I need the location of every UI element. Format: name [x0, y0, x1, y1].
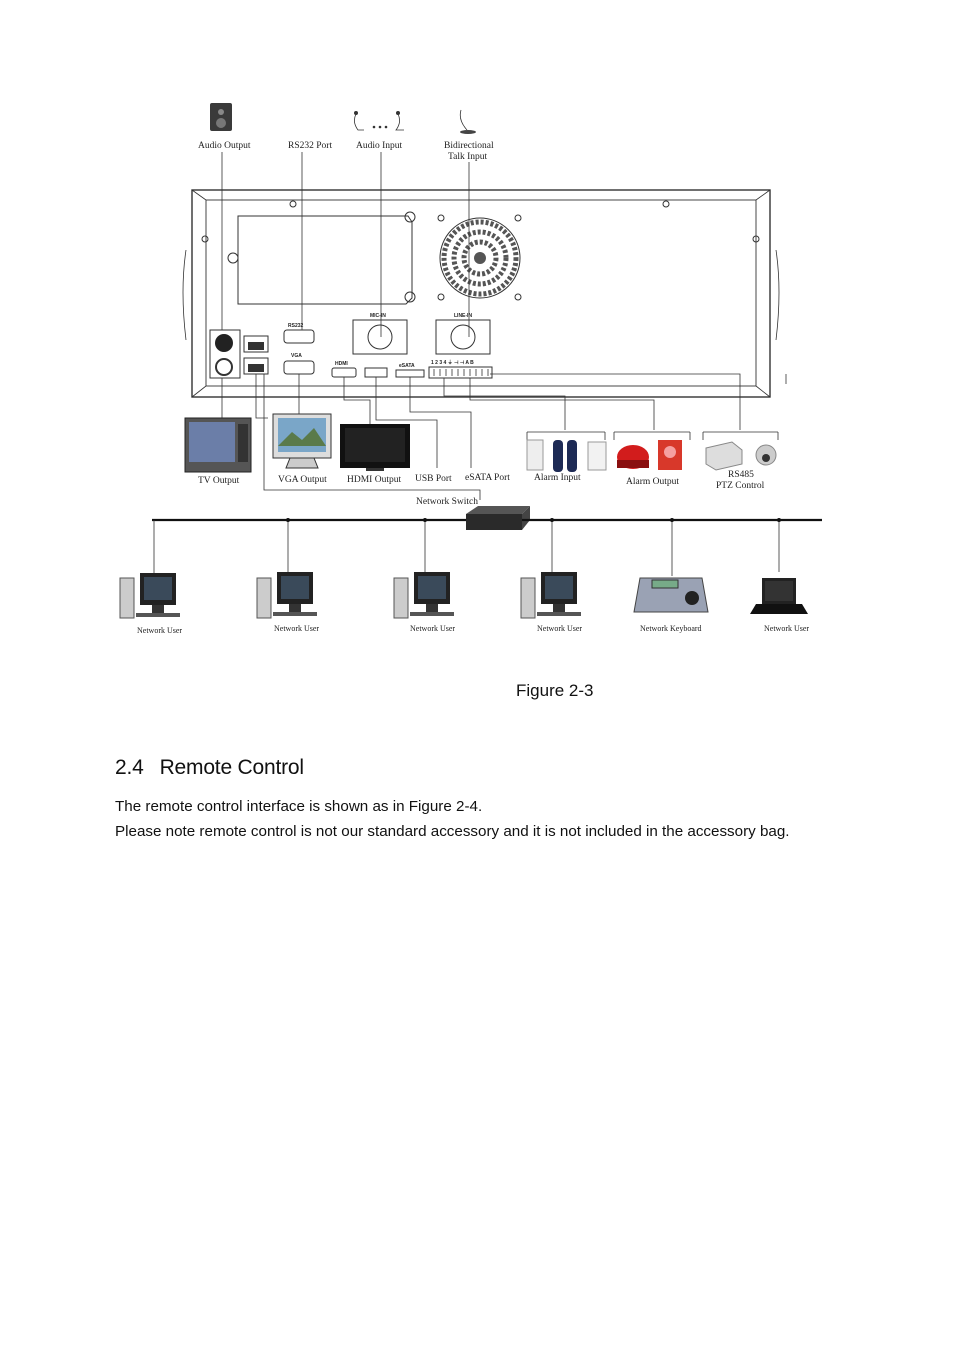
section-heading — [115, 756, 304, 780]
speaker-icon — [210, 103, 232, 131]
network-user-label: Network User — [274, 624, 320, 633]
network-user-laptop-icon — [750, 578, 808, 614]
alarm-pins-label: 1 2 3 4 ⏚ ⊣ ⊣ A B — [431, 360, 474, 366]
paragraph-2: Please note remote control is not our standard accessory and it is not included in the accessory bag. — [115, 823, 790, 840]
rs232-panel-label: RS232 — [288, 323, 304, 329]
figure-caption: Figure 2-3 — [516, 681, 594, 700]
paragraph-1: The remote control interface is shown as in Figure 2-4. — [115, 798, 483, 815]
rs485-label: RS485 — [728, 470, 754, 480]
hdmi-panel-label: HDMI — [335, 361, 348, 367]
dvr-rear-panel — [183, 190, 779, 397]
usb-port-label: USB Port — [415, 474, 452, 484]
tv-monitor-icon — [185, 418, 251, 472]
alarm-input-label: Alarm Input — [534, 473, 581, 483]
tv-output-label: TV Output — [198, 476, 240, 486]
alarm-output-label: Alarm Output — [626, 477, 680, 487]
microphone-icons — [354, 110, 476, 134]
section-title: Remote Control — [159, 756, 304, 779]
network-user-label: Network User — [137, 626, 183, 635]
section-body — [115, 794, 835, 844]
bidirectional-talk-label-2: Talk Input — [448, 152, 488, 162]
section-number: 2.4 — [115, 756, 144, 779]
alarm-input-sensors-icon — [527, 440, 606, 472]
vga-monitor-icon — [273, 414, 331, 468]
alarm-output-siren-icon — [617, 440, 682, 470]
esata-port-label: eSATA Port — [465, 473, 510, 483]
network-user-pc-icon — [394, 572, 454, 618]
network-user-label: Network User — [537, 624, 583, 633]
ptz-control-label: PTZ Control — [716, 481, 765, 491]
mic-in-panel-label: MIC-IN — [370, 313, 386, 319]
ptz-camera-icon — [706, 442, 776, 470]
audio-input-label: Audio Input — [356, 141, 403, 151]
hdmi-tv-icon — [340, 424, 410, 471]
network-user-pc-icon — [521, 572, 581, 618]
network-user-label: Network User — [764, 624, 810, 633]
line-in-panel-label: LINE-IN — [454, 313, 473, 319]
vga-panel-label: VGA — [291, 353, 302, 359]
rs232-port-label: RS232 Port — [288, 141, 333, 151]
vga-output-label: VGA Output — [278, 475, 327, 485]
hdmi-output-label: HDMI Output — [347, 475, 402, 485]
network-switch-label: Network Switch — [416, 497, 479, 507]
esata-panel-label: eSATA — [399, 363, 415, 369]
bidirectional-talk-label-1: Bidirectional — [444, 141, 494, 151]
network-user-label: Network User — [410, 624, 456, 633]
network-user-pc-icon — [120, 573, 180, 618]
network-user-pc-icon — [257, 572, 317, 618]
connection-diagram — [0, 0, 954, 660]
network-switch-icon — [466, 506, 530, 530]
network-keyboard-label: Network Keyboard — [640, 624, 702, 633]
network-keyboard-icon — [634, 578, 708, 612]
audio-output-label: Audio Output — [198, 141, 251, 151]
